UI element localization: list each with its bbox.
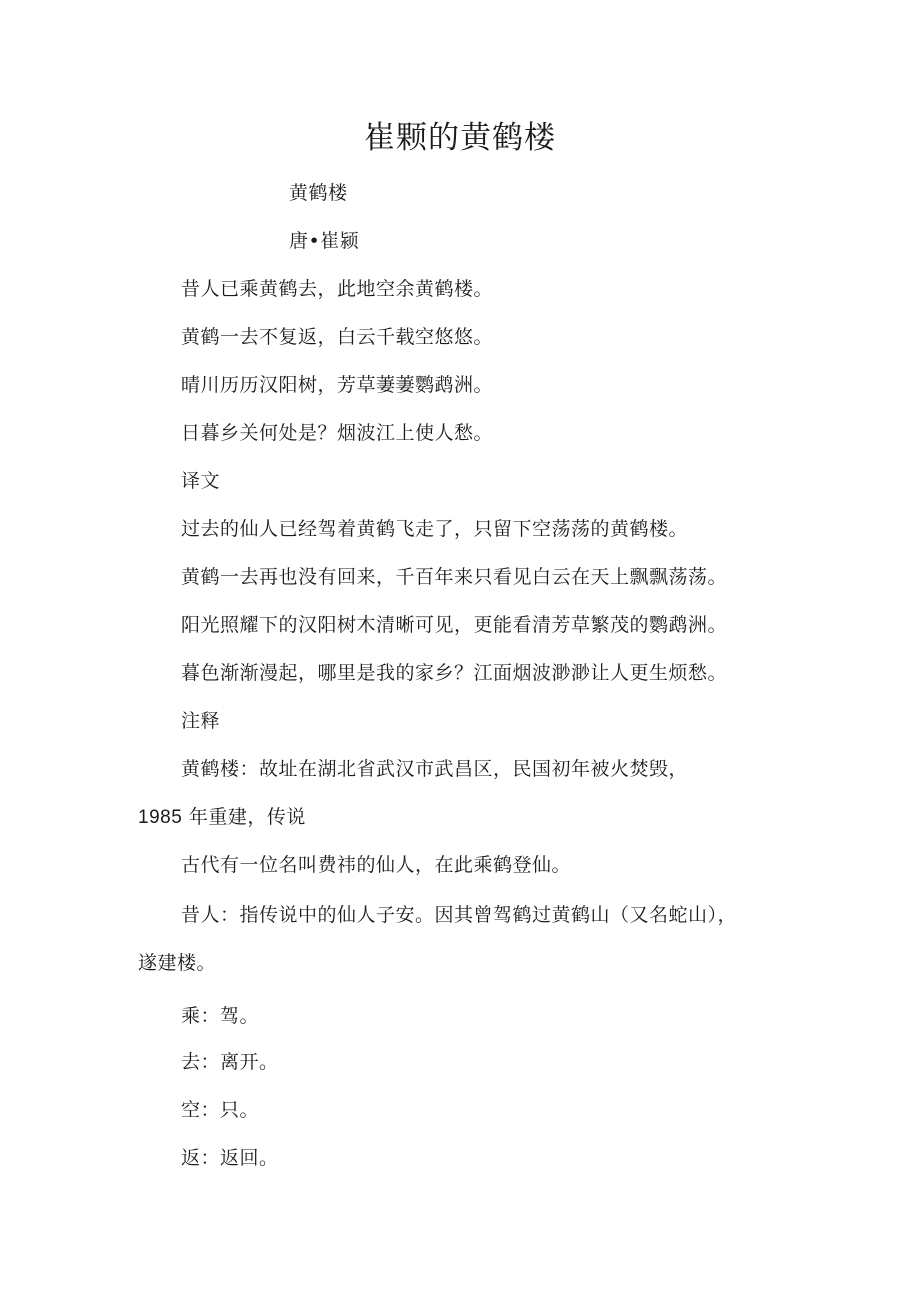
poem-line: 晴川历历汉阳树，芳草萋萋鹦鹉洲。: [181, 374, 494, 396]
poem-line: 日暮乡关何处是？烟波江上使人愁。: [181, 422, 494, 444]
note-year: 1985: [138, 807, 183, 828]
note-line: [138, 804, 306, 831]
note-line: 返：返回。: [181, 1147, 279, 1169]
note-line: 去：离开。: [181, 1051, 279, 1073]
poem-line: 黄鹤一去不复返，白云千载空悠悠。: [181, 326, 494, 348]
note-line: 黄鹤楼：故址在湖北省武汉市武昌区，民国初年被火焚毁，: [181, 758, 689, 780]
translation-heading: 译文: [181, 470, 221, 492]
translation-line: 暮色渐渐漫起，哪里是我的家乡？江面烟波渺渺让人更生烦愁。: [181, 662, 728, 684]
note-line: 古代有一位名叫费祎的仙人，在此乘鹤登仙。: [181, 854, 572, 876]
poem-author: 唐•崔颍: [289, 230, 360, 252]
notes-heading: 注释: [181, 710, 221, 732]
note-line: 空：只。: [181, 1099, 260, 1121]
note-line: 遂建楼。: [138, 952, 217, 974]
note-line: 昔人：指传说中的仙人子安。因其曾驾鹤过黄鹤山（又名蛇山），: [181, 904, 738, 926]
note-line-rest: 年重建，传说: [182, 806, 306, 828]
poem-title: 黄鹤楼: [289, 182, 348, 204]
document-title: 崔颗的黄鹤楼: [364, 120, 556, 156]
poem-line: 昔人已乘黄鹤去，此地空余黄鹤楼。: [181, 278, 494, 300]
translation-line: 阳光照耀下的汉阳树木清晰可见，更能看清芳草繁茂的鹦鹉洲。: [181, 614, 728, 636]
translation-line: 过去的仙人已经驾着黄鹤飞走了，只留下空荡荡的黄鹤楼。: [181, 518, 689, 540]
translation-line: 黄鹤一去再也没有回来，千百年来只看见白云在天上飘飘荡荡。: [181, 566, 728, 588]
note-line: 乘：驾。: [181, 1005, 260, 1027]
